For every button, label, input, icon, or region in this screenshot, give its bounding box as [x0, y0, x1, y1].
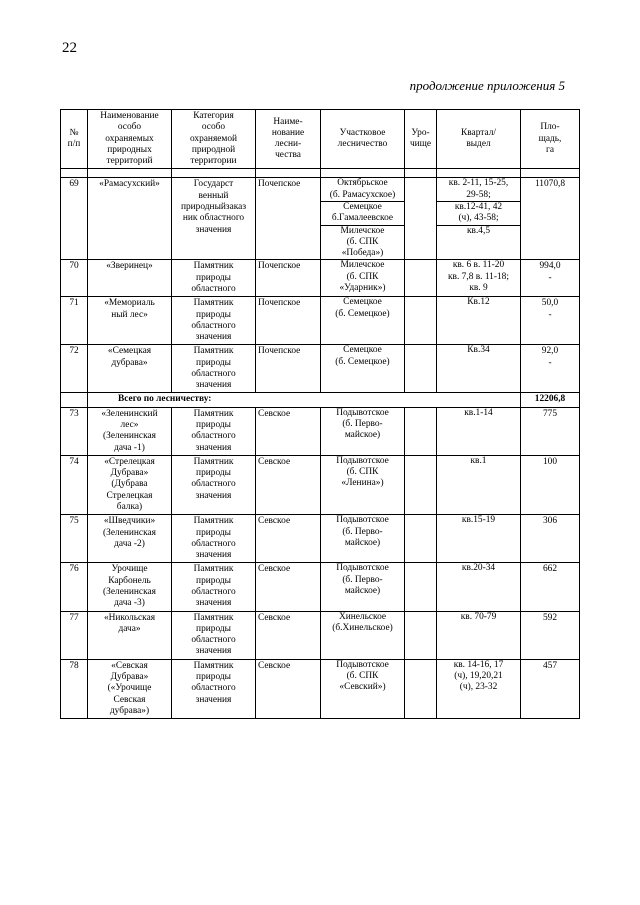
row-number: 72 [61, 345, 88, 393]
district-cell-line: Подывотское (б. СПК «Севский») [336, 659, 389, 693]
tract-cell [405, 260, 437, 297]
row-number: 77 [61, 611, 88, 659]
district-cell-line: Семецкое (б. Семецкое) [335, 297, 390, 319]
table-row [61, 260, 580, 297]
district-cell-line: Подывотское (б. Перво- майское) [336, 515, 389, 548]
tract-cell [405, 407, 437, 455]
area-name: «Мемориаль ный лес» [88, 297, 172, 345]
table-row [61, 611, 580, 659]
area-category: Государст венный природныйзаказ ник областного значения [172, 178, 256, 260]
area-category: Памятник природы областного значения [172, 611, 256, 659]
page-number: 22 [62, 40, 77, 56]
block-cell-line: кв.1 [470, 455, 487, 466]
area-category: Памятник природы областного значения [172, 455, 256, 514]
table-row [61, 407, 580, 455]
tract-cell [405, 297, 437, 345]
header-area: Пло- щадь, га [521, 110, 580, 169]
area-name: «Никольская дача» [88, 611, 172, 659]
table-row [61, 455, 580, 514]
header-name: Наименование особо охраняемых природных территорий [88, 110, 172, 169]
table-row [61, 659, 580, 718]
table-row [61, 178, 580, 260]
tract-cell [405, 611, 437, 659]
area-category: Памятник природы областного значения [172, 345, 256, 393]
forestry-name: Почепское [256, 178, 321, 260]
block-cell [437, 260, 521, 297]
tract-cell [405, 563, 437, 611]
area-value: 994,0 - [521, 260, 580, 297]
row-number: 75 [61, 515, 88, 563]
row-number: 70 [61, 260, 88, 297]
area-value: 92,0 - [521, 345, 580, 393]
forestry-name: Севское [256, 563, 321, 611]
forestry-name: Севское [256, 455, 321, 514]
district-cell [321, 297, 405, 345]
appendix-continuation-label: продолжение приложения 5 [409, 78, 565, 93]
header-spacer-row [61, 169, 580, 178]
block-cell-line: кв.20-34 [461, 563, 496, 574]
block-cell [437, 659, 521, 718]
row-number: 71 [61, 297, 88, 345]
area-value: 11070,8 [521, 178, 580, 260]
district-cell-line: Подывотское (б. Перво- майское) [336, 563, 389, 596]
area-value: 775 [521, 407, 580, 455]
header-district: Участковое лесничество [321, 110, 405, 169]
block-cell-line: кв. 2-11, 15-25, 29-58; [448, 178, 509, 200]
row-number: 78 [61, 659, 88, 718]
forestry-name: Севское [256, 515, 321, 563]
block-cell [437, 345, 521, 393]
block-cell [437, 611, 521, 659]
block-cell [437, 455, 521, 514]
area-value: 306 [521, 515, 580, 563]
area-category: Памятник природы областного значения [172, 297, 256, 345]
header-tract: Уро- чище [405, 110, 437, 169]
block-cell-line: кв. 14-16, 17 (ч), 19,20,21 (ч), 23-32 [453, 659, 504, 693]
area-name: «Рамасухский» [88, 178, 172, 260]
block-cell-line: Кв.12 [467, 297, 490, 308]
area-value: 100 [521, 455, 580, 514]
row-number: 76 [61, 563, 88, 611]
block-cell-line: Кв.34 [467, 345, 490, 356]
forestry-name: Почепское [256, 297, 321, 345]
area-category: Памятник природы областного значения [172, 515, 256, 563]
district-cell [321, 563, 405, 611]
total-area: 12206,8 [521, 393, 580, 407]
area-name: «Стрелецкая Дубрава» (Дубрава Стрелецкая балка) [88, 455, 172, 514]
district-cell [321, 611, 405, 659]
area-name: «Семецкая дубрава» [88, 345, 172, 393]
district-cell [321, 659, 405, 718]
total-row [61, 393, 580, 407]
district-cell [321, 345, 405, 393]
block-cell [437, 407, 521, 455]
table-row [61, 563, 580, 611]
area-category: Памятник природы областного [172, 260, 256, 297]
district-cell [321, 455, 405, 514]
area-value: 457 [521, 659, 580, 718]
table-row [61, 345, 580, 393]
area-value: 592 [521, 611, 580, 659]
area-category: Памятник природы областного значения [172, 563, 256, 611]
block-cell-line: кв.1-14 [464, 407, 493, 418]
block-cell-line: кв.15-19 [461, 515, 496, 526]
total-label: Всего по лесничеству: [88, 393, 521, 407]
area-name: «Шведчики» (Зеленинская дача -2) [88, 515, 172, 563]
district-cell [321, 515, 405, 563]
district-cell-line: Милечское (б. СПК «Ударник») [339, 260, 386, 293]
block-cell [437, 563, 521, 611]
tract-cell [405, 345, 437, 393]
area-value: 662 [521, 563, 580, 611]
area-value: 50,0 - [521, 297, 580, 345]
area-name: «Севская Дубрава» («Урочище Севская дубрава») [88, 659, 172, 718]
row-number: 74 [61, 455, 88, 514]
district-cell-line: Семецкое б.Гамалеевское [321, 201, 404, 225]
district-cell-line: Октябрьское (б. Рамасухское) [329, 178, 396, 200]
header-num: № п/п [61, 110, 88, 169]
tract-cell [405, 659, 437, 718]
district-cell-line: Подывотское (б. Перво- майское) [336, 407, 389, 441]
block-cell-line: кв. 6 в. 11-20 кв. 7,8 в. 11-18; кв. 9 [448, 260, 509, 293]
district-cell-line: Хинельское (б.Хинельское) [332, 611, 393, 633]
header-forestry: Наиме- нование лесни- чества [256, 110, 321, 169]
tract-cell [405, 515, 437, 563]
area-category: Памятник природы областного значения [172, 407, 256, 455]
forestry-name: Севское [256, 407, 321, 455]
forestry-name: Почепское [256, 260, 321, 297]
header-category: Категория особо охраняемой природной территории [172, 110, 256, 169]
row-number: 73 [61, 407, 88, 455]
table-body [61, 178, 580, 719]
district-cell-line: Подывотское (б. СПК «Ленина») [336, 455, 389, 489]
block-cell [437, 297, 521, 345]
block-cell-line: кв. 70-79 [460, 611, 497, 622]
table-row [61, 515, 580, 563]
district-cell [321, 407, 405, 455]
area-category: Памятник природы областного значения [172, 659, 256, 718]
area-name: «Зверинец» [88, 260, 172, 297]
forestry-name: Севское [256, 611, 321, 659]
row-number: 69 [61, 178, 88, 260]
area-name: Урочище Карбонель (Зеленинская дача -3) [88, 563, 172, 611]
block-cell [437, 178, 521, 260]
tract-cell [405, 178, 437, 260]
district-cell-line: Семецкое (б. Семецкое) [335, 345, 390, 367]
total-empty-cell [61, 393, 88, 407]
district-cell-line: Милечское (б. СПК «Победа») [321, 225, 404, 260]
block-cell [437, 515, 521, 563]
forestry-name: Севское [256, 659, 321, 718]
table-row [61, 297, 580, 345]
forestry-name: Почепское [256, 345, 321, 393]
district-cell [321, 260, 405, 297]
protected-areas-table [60, 109, 580, 719]
tract-cell [405, 455, 437, 514]
district-cell [321, 178, 405, 260]
block-cell-line: кв.4,5 [437, 225, 520, 237]
header-block: Квартал/ выдел [437, 110, 521, 169]
block-cell-line: кв.12-41, 42 (ч), 43-58; [437, 201, 520, 225]
area-name: «Зеленинский лес» (Зеленинская дача -1) [88, 407, 172, 455]
